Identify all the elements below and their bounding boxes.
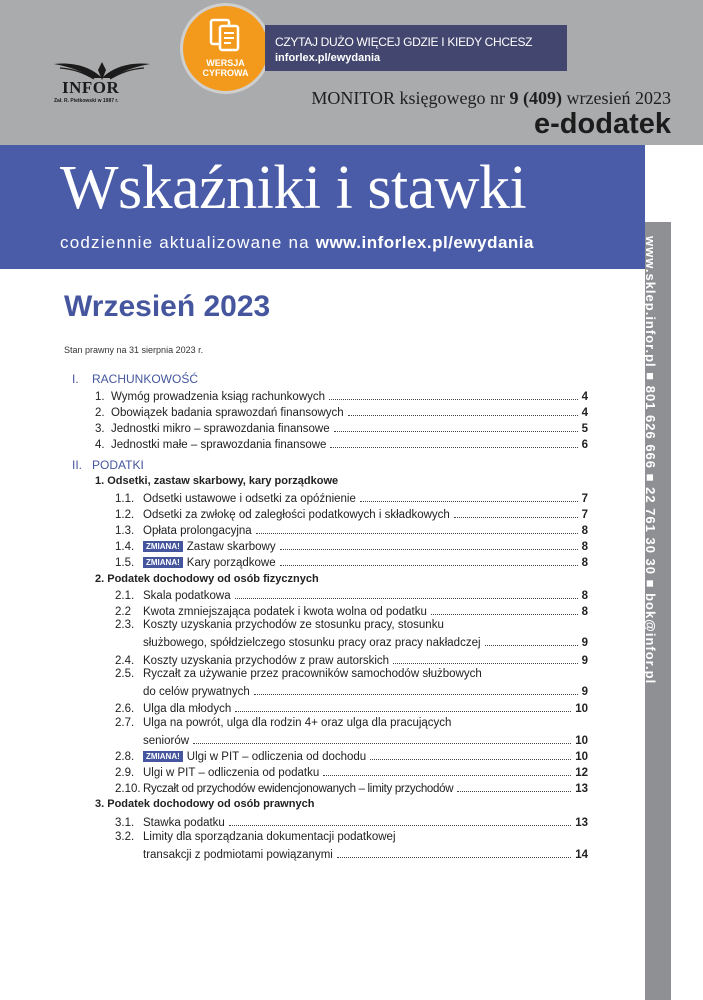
toc-page: 9: [581, 637, 588, 649]
toc-entry[interactable]: [115, 653, 588, 667]
section-number: I.: [72, 372, 79, 386]
toc-number: 1.2.: [115, 509, 135, 521]
promo-box[interactable]: [265, 25, 567, 71]
toc-entry[interactable]: [115, 491, 588, 505]
leader-dots: [370, 759, 571, 760]
leader-dots: [457, 791, 571, 792]
toc-title: Ulgi w PIT – odliczenia od dochodu: [186, 751, 367, 763]
toc-page: 4: [581, 391, 588, 403]
banner-subtitle: [60, 233, 534, 253]
toc-title: Ulga dla młodych: [143, 703, 232, 715]
toc-number: 4.: [95, 439, 105, 451]
toc-entry-cont[interactable]: [143, 847, 588, 861]
title-banner: [0, 145, 645, 269]
toc-page: 13: [575, 817, 588, 829]
toc-page: 6: [581, 439, 588, 451]
toc-number: 1.: [95, 391, 105, 403]
section-number: II.: [72, 458, 83, 472]
toc-page: 14: [575, 849, 588, 861]
leader-dots: [334, 431, 578, 432]
toc-page: 8: [581, 590, 588, 602]
subsection-heading: 1. Odsetki, zastaw skarbowy, kary porządkowe: [95, 475, 339, 487]
toc-entry-start[interactable]: [115, 831, 396, 843]
toc-number: 3.1.: [115, 817, 135, 829]
leader-dots: [348, 415, 578, 416]
leader-dots: [235, 711, 571, 712]
toc-number: 1.1.: [115, 493, 135, 505]
leader-dots: [256, 533, 578, 534]
toc-number: 2.3.: [115, 619, 135, 631]
leader-dots: [329, 399, 578, 400]
toc-page: 13: [575, 783, 588, 795]
toc-entry-start[interactable]: [115, 717, 451, 729]
toc-title: Ulgi w PIT – odliczenia od podatku: [143, 767, 320, 779]
badge-line-2: CYFROWA: [202, 68, 249, 78]
toc-page: 10: [575, 751, 588, 763]
legal-status-note: Stan prawny na 31 sierpnia 2023 r.: [64, 345, 204, 355]
toc-title: Jednostki mikro – sprawozdania finansowe: [111, 423, 330, 435]
leader-dots: [280, 565, 578, 566]
toc-entry-cont[interactable]: [143, 684, 588, 698]
toc-entry[interactable]: [115, 815, 588, 829]
page-title: Wskaźniki i stawki: [60, 154, 527, 222]
leader-dots: [280, 549, 578, 550]
toc-entry[interactable]: [115, 701, 588, 715]
toc-title-cont: transakcji z podmiotami powiązanymi: [143, 849, 333, 861]
promo-headline: CZYTAJ DUŻO WIĘCEJ GDZIE I KIEDY CHCESZ: [275, 35, 533, 49]
toc-title-cont: służbowego, spółdzielczego stosunku pracy oraz pracy nakładczej: [143, 637, 481, 649]
toc-number: 2.4.: [115, 655, 135, 667]
leader-dots: [254, 694, 578, 695]
leader-dots: [485, 645, 578, 646]
issue-date: wrzesień 2023: [566, 88, 671, 108]
toc-title: Wymóg prowadzenia ksiąg rachunkowych: [111, 391, 326, 403]
leader-dots: [431, 614, 578, 615]
subtitle-url[interactable]: www.inforlex.pl/ewydania: [315, 233, 534, 252]
change-badge: ZMIANA!: [143, 541, 183, 552]
section-heading-rachunkowosc: [72, 372, 198, 386]
toc-number: 2.6.: [115, 703, 135, 715]
toc-title: Zastaw skarbowy: [186, 541, 276, 553]
toc-number: 1.3.: [115, 525, 135, 537]
toc-entry[interactable]: [115, 507, 588, 521]
toc-entry[interactable]: [115, 523, 588, 537]
toc-number: 2.: [95, 407, 105, 419]
logo-subtitle: Zał. R. Pietkowski w 1987 r.: [54, 98, 119, 104]
toc-number: 2.1.: [115, 590, 135, 602]
toc-page: 10: [575, 735, 588, 747]
toc-page: 8: [581, 525, 588, 537]
leader-dots: [454, 517, 578, 518]
toc-page: 9: [581, 655, 588, 667]
toc-title: Kwota zmniejszająca podatek i kwota wolna od podatku: [143, 606, 427, 618]
leader-dots: [337, 857, 571, 858]
badge-line-1: WERSJA: [206, 58, 245, 68]
edodatek-label: e-dodatek: [534, 108, 671, 140]
toc-page: 8: [581, 541, 588, 553]
toc-entry[interactable]: [115, 588, 588, 602]
contact-sidebar-text: www.sklep.infor.pl ■ 801 626 666 ■ 22 761 30 30 ■ bok@infor.pl: [643, 236, 658, 685]
toc-page: 9: [581, 686, 588, 698]
toc-number: 2.9.: [115, 767, 135, 779]
toc-entry[interactable]: [115, 781, 588, 795]
change-badge: ZMIANA!: [143, 751, 183, 762]
toc-number: 3.: [95, 423, 105, 435]
toc-number: 2.7.: [115, 717, 135, 729]
toc-entry-cont[interactable]: [143, 635, 588, 649]
toc-entry[interactable]: [115, 555, 588, 569]
toc-entry[interactable]: [115, 604, 588, 618]
subsection-heading: 3. Podatek dochodowy od osób prawnych: [95, 798, 315, 810]
toc-title: Skala podatkowa: [143, 590, 231, 602]
toc-number: 2.8.: [115, 751, 135, 763]
leader-dots: [393, 663, 578, 664]
toc-page: 7: [581, 509, 588, 521]
toc-number: 1.5.: [115, 557, 135, 569]
toc-entry[interactable]: [115, 539, 588, 553]
toc-entry[interactable]: [115, 749, 588, 763]
toc-entry[interactable]: [95, 437, 588, 451]
issue-number: 9 (409): [509, 88, 563, 108]
leader-dots: [360, 501, 578, 502]
toc-page: 7: [581, 493, 588, 505]
toc-title-cont: seniorów: [143, 735, 190, 747]
digital-version-badge[interactable]: [183, 6, 268, 91]
leader-dots: [193, 743, 571, 744]
subsection-heading: 2. Podatek dochodowy od osób fizycznych: [95, 573, 319, 585]
badge-label: [183, 58, 268, 78]
toc-page: 8: [581, 606, 588, 618]
toc-title: Koszty uzyskania przychodów ze stosunku pracy, stosunku: [143, 619, 444, 631]
toc-entry[interactable]: [95, 405, 588, 419]
infor-logo: [52, 56, 152, 108]
change-badge: ZMIANA!: [143, 557, 183, 568]
toc-number: 2.5.: [115, 668, 135, 680]
toc-title: Ulga na powrót, ulga dla rodzin 4+ oraz ulga dla pracujących: [143, 717, 452, 729]
section-title: RACHUNKOWOŚĆ: [92, 372, 199, 386]
toc-entry-start[interactable]: [115, 619, 444, 631]
toc-title: Kary porządkowe: [186, 557, 276, 569]
issue-line: [311, 88, 671, 109]
leader-dots: [323, 775, 571, 776]
toc-page: 10: [575, 703, 588, 715]
toc-title: Odsetki za zwłokę od zaległości podatkowych i składkowych: [143, 509, 450, 521]
toc-title: Koszty uzyskania przychodów z praw autorskich: [143, 655, 390, 667]
toc-title-cont: do celów prywatnych: [143, 686, 250, 698]
toc-page: 5: [581, 423, 588, 435]
toc-title: Ryczałt za używanie przez pracowników samochodów służbowych: [143, 668, 482, 680]
section-title: PODATKI: [92, 458, 144, 472]
toc-title: Odsetki ustawowe i odsetki za opóźnienie: [143, 493, 356, 505]
toc-title: Jednostki małe – sprawozdania finansowe: [111, 439, 327, 451]
toc-number: 3.2.: [115, 831, 135, 843]
toc-title: Ryczałt od przychodów ewidencjonowanych – limity przychodów: [143, 783, 454, 795]
toc-entry[interactable]: [95, 389, 588, 403]
subtitle-text: codziennie aktualizowane na: [60, 233, 310, 252]
documents-icon: [209, 18, 241, 52]
toc-entry-start[interactable]: [115, 668, 482, 680]
leader-dots: [229, 825, 571, 826]
toc-title: Limity dla sporządzania dokumentacji podatkowej: [143, 831, 396, 843]
logo-wordmark: INFOR: [62, 78, 120, 97]
toc-number: 1.4.: [115, 541, 135, 553]
toc-number: 2.10.: [115, 783, 141, 795]
toc-title: Obowiązek badania sprawozdań finansowych: [111, 407, 344, 419]
toc-title: Opłata prolongacyjna: [143, 525, 252, 537]
toc-page: 12: [575, 767, 588, 779]
toc-title: Stawka podatku: [143, 817, 225, 829]
toc-page: 4: [581, 407, 588, 419]
toc-entry-cont[interactable]: [143, 733, 588, 747]
toc-number: 2.2: [115, 606, 131, 618]
section-heading-podatki: [72, 458, 144, 472]
issue-prefix: MONITOR księgowego nr: [311, 88, 506, 108]
toc-entry[interactable]: [115, 765, 588, 779]
toc-entry[interactable]: [95, 421, 588, 435]
toc-page: 8: [581, 557, 588, 569]
leader-dots: [235, 598, 578, 599]
promo-link[interactable]: inforlex.pl/ewydania: [275, 52, 381, 64]
leader-dots: [330, 447, 577, 448]
month-title: Wrzesień 2023: [64, 290, 271, 323]
